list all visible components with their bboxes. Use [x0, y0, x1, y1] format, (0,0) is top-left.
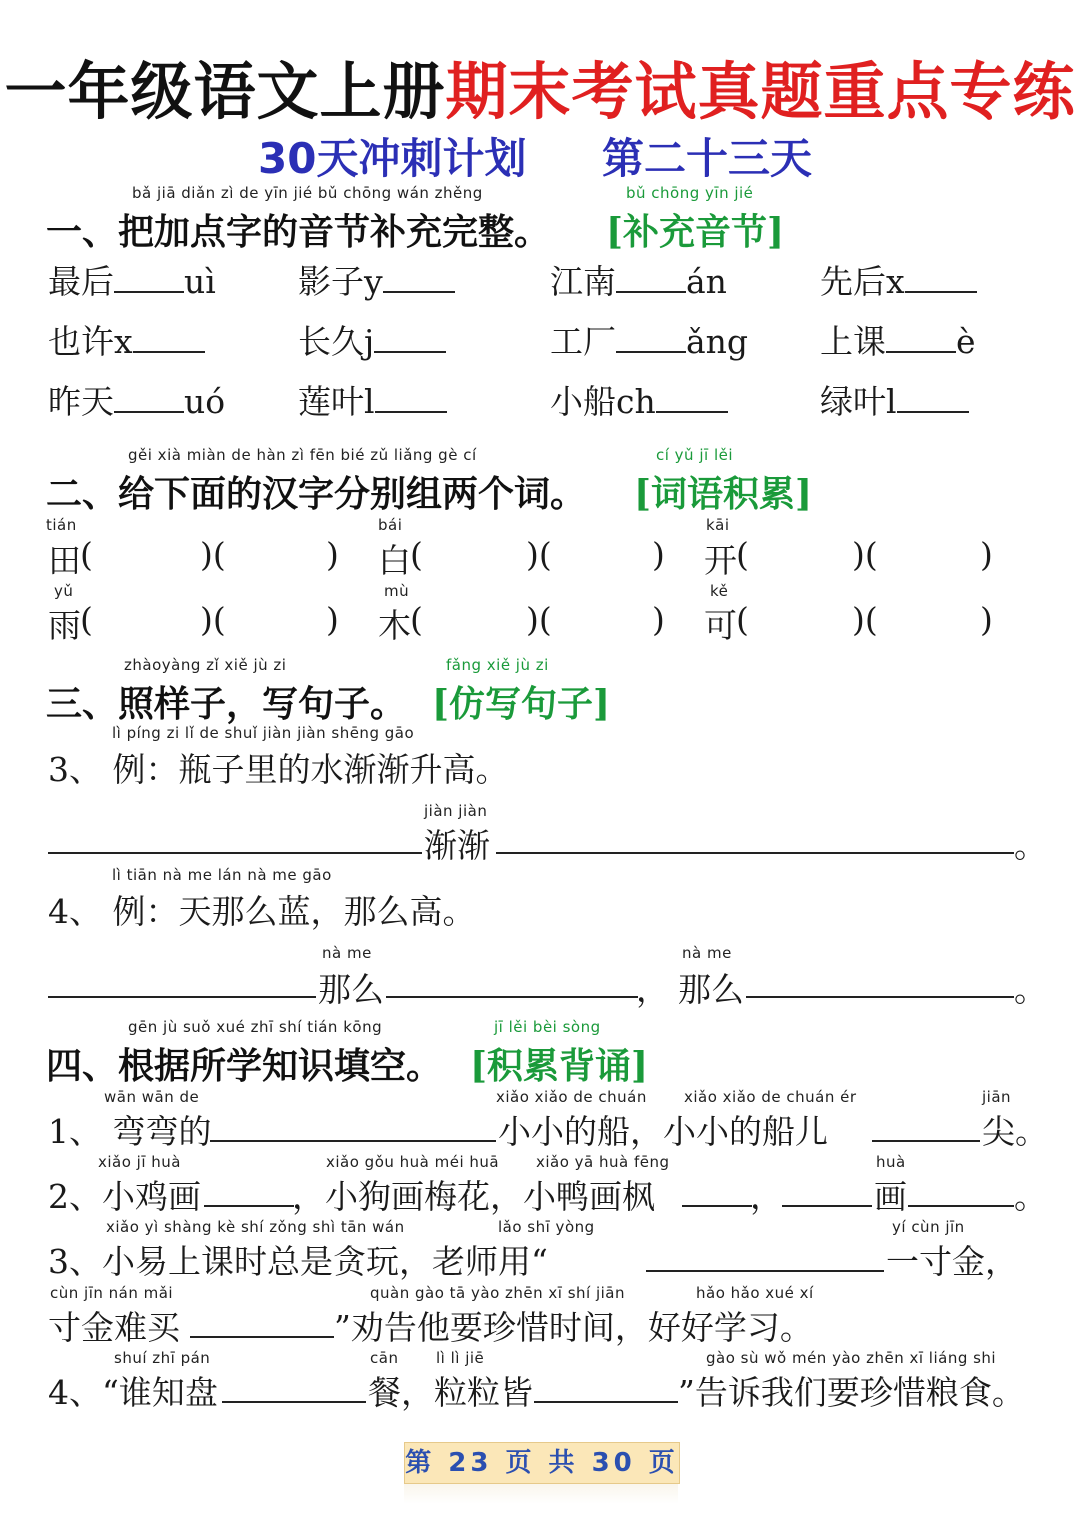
s3-ex3-word-pinyin: jiàn jiàn — [424, 802, 488, 820]
s2-paren: ) — [326, 535, 339, 574]
s4-l2-blank-4[interactable] — [908, 1205, 1014, 1207]
s4-l1-pinyin: wān wān de — [104, 1088, 200, 1106]
s3-ex4-word-pinyin: nà me — [322, 944, 372, 962]
s2-char-pinyin: kě — [710, 582, 729, 600]
s3-ex3-period: 。 — [1014, 826, 1047, 865]
s2-paren: )( — [200, 600, 226, 639]
s3-ex4-word-pinyin: nà me — [682, 944, 732, 962]
s4-l1-c: 尖。 — [982, 1112, 1048, 1151]
s4-l3c-pinyin: cùn jīn nán mǎi — [50, 1284, 174, 1302]
s4-l3-pinyin: yí cùn jīn — [892, 1218, 965, 1236]
s2-paren: ( — [736, 600, 749, 639]
s4-l2-pinyin: huà — [876, 1153, 906, 1171]
s3-ex3-blank-before[interactable] — [48, 852, 422, 854]
s4-l1-pinyin: xiǎo xiǎo de chuán — [496, 1088, 647, 1106]
s2-tag-pinyin: cí yǔ jī lěi — [656, 446, 734, 464]
subtitle-plan: 30天冲刺计划 — [258, 134, 527, 183]
s2-title-pinyin: gěi xià miàn de hàn zì fēn bié zǔ liǎng gè cí — [128, 446, 477, 464]
s1-item: 莲叶l — [298, 376, 447, 423]
s4-l4-b: 餐，粒粒皆 — [368, 1373, 533, 1412]
s4-l4-blank-2[interactable] — [534, 1401, 678, 1403]
s2-heading: 二、给下面的汉字分别组两个词。 — [46, 473, 587, 515]
s2-char: 雨 — [48, 606, 81, 645]
s4-l3-a: 3、小易上课时总是贪玩，老师用“ — [48, 1242, 548, 1281]
s4-l3c-pinyin: hǎo hǎo xué xí — [696, 1284, 814, 1302]
s1-item: 影子y — [298, 256, 455, 303]
s2-char-pinyin: bái — [378, 516, 403, 534]
s4-l2-c: ， — [750, 1177, 783, 1216]
s2-char-pinyin: tián — [46, 516, 77, 534]
page-indicator: 第 23 页 共 30 页 — [404, 1442, 680, 1484]
s4-tag-pinyin: jī lěi bèi sòng — [494, 1018, 601, 1036]
s2-char: 田 — [48, 541, 81, 580]
s4-tag: [积累背诵] — [470, 1045, 649, 1087]
s3-ex4: 4、 例：天那么蓝，那么高。 — [48, 892, 476, 931]
s1-item: 最后 uì — [48, 262, 216, 301]
s4-l2-pinyin: xiǎo yā huà fēng — [536, 1153, 670, 1171]
s4-l2-e: 。 — [1014, 1177, 1047, 1216]
s2-paren: )( — [852, 600, 878, 639]
s3-ex3-word: 渐渐 — [424, 826, 490, 865]
s4-l3-pinyin: xiǎo yì shàng kè shí zǒng shì tān wán — [106, 1218, 405, 1236]
s4-l3c-blank[interactable] — [190, 1336, 334, 1338]
s4-l2-blank-1[interactable] — [204, 1205, 294, 1207]
s3-tag-pinyin: fǎng xiě jù zi — [446, 656, 549, 674]
s2-paren: ) — [326, 600, 339, 639]
s4-l2-blank-3[interactable] — [782, 1205, 872, 1207]
s2-char: 开 — [704, 541, 737, 580]
s3-ex3-pinyin: lì píng zi lǐ de shuǐ jiàn jiàn shēng gāo — [112, 724, 415, 742]
s3-heading: 三、照样子，写句子。 — [46, 683, 407, 725]
s4-l4-pinyin: shuí zhī pán — [114, 1349, 211, 1367]
s4-l3-b: 一寸金， — [886, 1242, 1018, 1281]
s2-paren: ( — [736, 535, 749, 574]
s4-l4-a: 4、“谁知盘 — [48, 1373, 218, 1412]
s1-tag-pinyin: bǔ chōng yīn jié — [626, 184, 754, 202]
s3-ex4-word: 那么 — [318, 970, 384, 1009]
s2-char-pinyin: mù — [384, 582, 410, 600]
s3-tag: [仿写句子] — [432, 683, 611, 725]
s1-item: 工厂 ǎng — [550, 322, 749, 361]
title-grade: 一年级语文上册 — [4, 55, 446, 128]
s3-ex4-pinyin: lì tiān nà me lán nà me gāo — [112, 866, 332, 884]
subtitle-day: 第二十三天 — [602, 134, 813, 183]
s2-paren: ) — [652, 535, 665, 574]
s4-l2-a: 2、小鸡画 — [48, 1177, 201, 1216]
s4-l4-pinyin: cān — [370, 1349, 399, 1367]
s1-item: 昨天 uó — [48, 382, 226, 421]
s2-paren: )( — [200, 535, 226, 574]
s2-paren: ( — [80, 600, 93, 639]
s1-heading: 一、把加点字的音节补充完整。 — [46, 211, 551, 253]
s4-l4-pinyin: gào sù wǒ mén yào zhēn xī liáng shi — [706, 1349, 997, 1367]
s4-l4-c: ”告诉我们要珍惜粮食。 — [678, 1373, 1025, 1412]
s2-paren: )( — [526, 535, 552, 574]
s2-char: 可 — [704, 606, 737, 645]
s4-l1-blank-1[interactable] — [210, 1140, 496, 1142]
page-title — [0, 42, 1080, 131]
s2-paren: )( — [852, 535, 878, 574]
s1-item: 上课 è — [820, 322, 976, 361]
s1-item: 先后x — [820, 256, 977, 303]
s3-title-pinyin: zhàoyàng zǐ xiě jù zi — [124, 656, 287, 674]
s4-l2-pinyin: xiǎo gǒu huà méi huā — [326, 1153, 500, 1171]
s4-l1-pinyin: jiān — [982, 1088, 1012, 1106]
s4-l2-pinyin: xiǎo jī huà — [98, 1153, 181, 1171]
s1-tag: [补充音节] — [606, 211, 785, 253]
s1-item: 长久j — [298, 316, 446, 363]
s4-l3-blank-1[interactable] — [646, 1270, 884, 1272]
s2-char-pinyin: kāi — [706, 516, 730, 534]
s4-l3-pinyin: lǎo shī yòng — [498, 1218, 595, 1236]
s2-paren: ( — [410, 535, 423, 574]
s1-title-pinyin: bǎ jiā diǎn zì de yīn jié bǔ chōng wán zhěng — [132, 184, 483, 202]
s2-paren: )( — [526, 600, 552, 639]
s3-ex3-blank-after[interactable] — [496, 852, 1014, 854]
s3-ex3: 3、 例：瓶子里的水渐渐升高。 — [48, 750, 509, 789]
s3-ex4-blank-2[interactable] — [386, 996, 638, 998]
s2-paren: ( — [410, 600, 423, 639]
s2-char: 白 — [378, 541, 411, 580]
page-indicator-reflection — [404, 1484, 678, 1504]
s4-l1-blank-2[interactable] — [872, 1140, 980, 1142]
s4-heading: 四、根据所学知识填空。 — [46, 1045, 443, 1087]
s4-l3c-a: 寸金难买 — [48, 1308, 180, 1347]
s4-l4-blank-1[interactable] — [222, 1401, 366, 1403]
s4-l2-b: ，小狗画梅花，小鸭画枫 — [292, 1177, 655, 1216]
s3-ex4-comma: ， — [636, 970, 669, 1009]
s4-l1-a: 1、 弯弯的 — [48, 1112, 212, 1151]
s2-paren: ( — [80, 535, 93, 574]
s1-item: 江南 án — [550, 262, 727, 301]
s1-item: 小船ch — [550, 376, 728, 423]
s2-tag: [词语积累] — [634, 473, 813, 515]
s3-ex4-period: 。 — [1014, 970, 1047, 1009]
s4-l3c-pinyin: quàn gào tā yào zhēn xī shí jiān — [370, 1284, 625, 1302]
s3-ex4-word: 那么 — [678, 970, 744, 1009]
title-topic: 期末考试真题重点专练 — [445, 55, 1076, 128]
s3-ex4-blank-3[interactable] — [746, 996, 1014, 998]
s4-title-pinyin: gēn jù suǒ xué zhī shí tián kōng — [128, 1018, 383, 1036]
s4-l1-pinyin: xiǎo xiǎo de chuán ér — [684, 1088, 857, 1106]
s2-paren: ) — [980, 600, 993, 639]
s4-l3c-b: ”劝告他要珍惜时间，好好学习。 — [334, 1308, 813, 1347]
s4-l2-d: 画 — [874, 1177, 907, 1216]
s2-char: 木 — [378, 606, 411, 645]
s4-l4-pinyin: lì lì jiē — [436, 1349, 485, 1367]
s1-item: 绿叶l — [820, 376, 969, 423]
s2-paren: ) — [652, 600, 665, 639]
s4-l1-b: 小小的船，小小的船儿 — [498, 1112, 828, 1151]
s4-l2-blank-2[interactable] — [682, 1205, 752, 1207]
s2-char-pinyin: yǔ — [54, 582, 74, 600]
s3-ex4-blank-1[interactable] — [48, 996, 316, 998]
s2-paren: ) — [980, 535, 993, 574]
s1-item: 也许x — [48, 316, 205, 363]
